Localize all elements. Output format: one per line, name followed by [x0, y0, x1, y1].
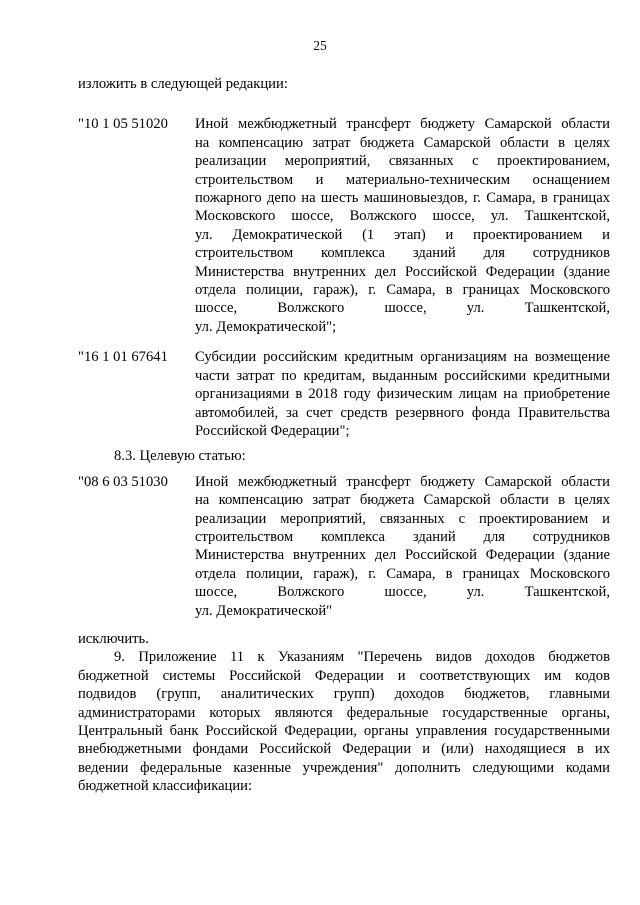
classification-entry	[78, 115, 610, 336]
entry-line: части затрат по кредитам, выданным российскими кредитными	[195, 367, 610, 384]
entry-line: Субсидии российским кредитным организациям на возмещение	[195, 349, 610, 366]
exclude-line: исключить.	[78, 630, 149, 647]
entry-line: Министерства внутренних дел Российской Федерации (здание	[195, 263, 610, 280]
paragraph-line: внебюджетными фондами Российской Федерации и (или) находящиеся в их	[78, 741, 610, 758]
entry-line: шоссе, Волжского шоссе, ул. Ташкентской,	[195, 584, 610, 601]
entry-description	[195, 473, 610, 620]
entry-line: отдела полиции, гараж), г. Самара, в границах Московского	[195, 565, 610, 582]
entry-line: строительством комплекса зданий для сотрудников	[195, 245, 610, 262]
entry-line: на компенсацию затрат бюджета Самарской области в целях	[195, 492, 610, 509]
paragraph-line: администраторами которых являются федеральные государственные органы,	[78, 704, 610, 721]
entry-code: "08 6 03 51030	[78, 473, 168, 490]
intro-line: изложить в следующей редакции:	[78, 76, 288, 92]
entry-line: ул. Демократической"	[195, 602, 333, 619]
section-heading-8-3: 8.3. Целевую статью:	[114, 448, 246, 465]
entry-line: Министерства внутренних дел Российской Федерации (здание	[195, 547, 610, 564]
paragraph-line: подвидов (групп, аналитических групп) доходов бюджетов, главными	[78, 686, 610, 703]
entry-description	[195, 115, 610, 336]
entry-code: "10 1 05 51020	[78, 116, 168, 133]
classification-entry	[78, 473, 610, 620]
entry-line: автомобилей, за счет средств резервного фонда Правительства	[195, 404, 610, 421]
paragraph-line: бюджетной системы Российской Федерации и соответствующих им кодов	[78, 667, 610, 684]
paragraph-line: Центральный банк Российской Федерации, органы управления государственными	[78, 723, 610, 739]
entry-line: строительством комплекса зданий для сотрудников	[195, 528, 610, 545]
entry-line: строительством и материально-техническим оснащением	[195, 171, 610, 188]
entry-code: "16 1 01 67641	[78, 349, 168, 366]
paragraph-line: бюджетной классификации:	[78, 778, 253, 795]
entry-line: шоссе, Волжского шоссе, ул. Ташкентской,	[195, 300, 610, 317]
entry-line: отдела полиции, гараж), г. Самара, в границах Московского	[195, 282, 610, 299]
entry-line: Иной межбюджетный трансферт бюджету Самарской области	[195, 473, 610, 490]
paragraph-line: 9. Приложение 11 к Указаниям "Перечень видов доходов бюджетов	[114, 649, 610, 666]
classification-entry	[78, 348, 610, 440]
entry-line: реализации мероприятий, связанных с проектированием и	[195, 510, 610, 527]
paragraph-9	[78, 648, 610, 795]
entry-description	[195, 348, 610, 440]
entry-line: ул. Демократической";	[195, 318, 337, 335]
document-body	[78, 75, 610, 796]
entry-line: Российской Федерации";	[195, 422, 350, 439]
paragraph-line: ведении федеральные казенные учреждения" дополнить следующими кодами	[78, 759, 610, 776]
entry-line: Иной межбюджетный трансферт бюджету Самарской области	[195, 116, 610, 133]
entry-line: организациями в 2018 году физическим лицам на приобретение	[195, 386, 610, 403]
entry-line: пожарного депо на шесть машиновыездов, г. Самара, в границах	[195, 190, 610, 207]
entry-line: на компенсацию затрат бюджета Самарской области в целях	[195, 134, 610, 151]
entry-line: реализации мероприятий, связанных с проектированием,	[195, 153, 610, 170]
entry-line: Московского шоссе, Волжского шоссе, ул. Ташкентской,	[195, 208, 610, 225]
entry-line: ул. Демократической (1 этап) и проектированием и	[195, 226, 610, 243]
page-number: 25	[313, 38, 327, 53]
